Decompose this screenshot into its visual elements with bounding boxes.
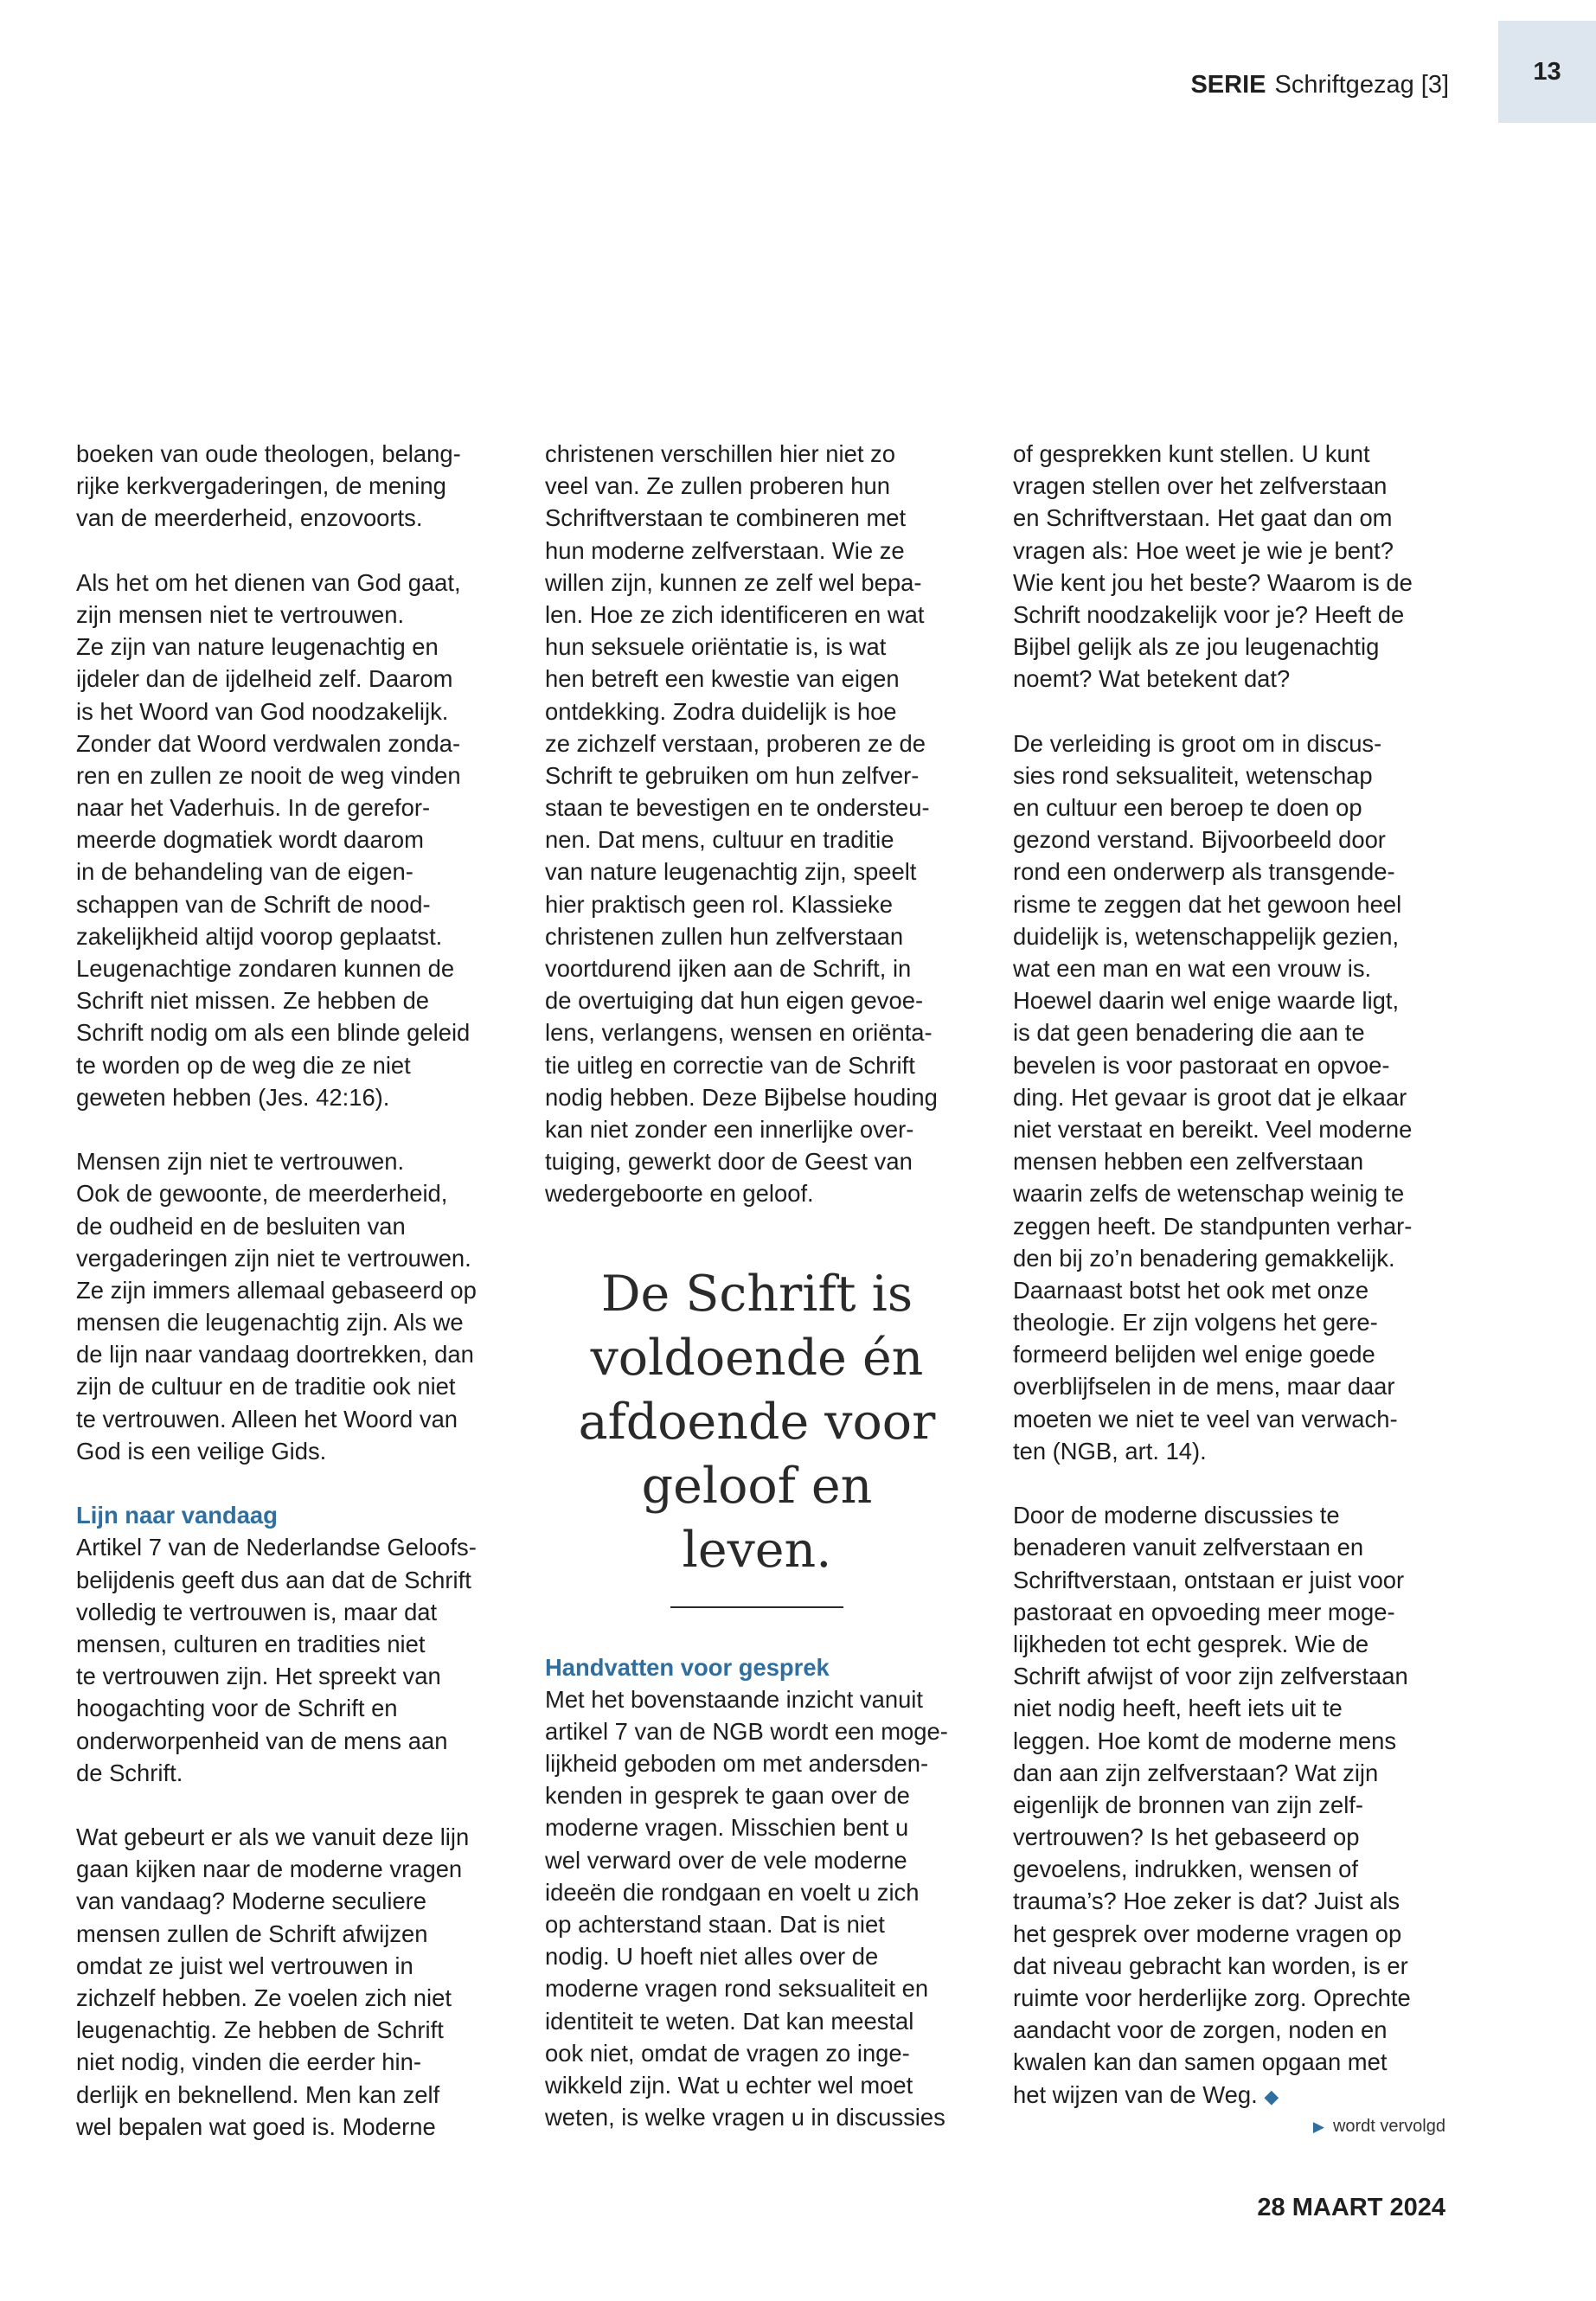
column-1-body xyxy=(76,438,526,1499)
pull-quote-line: geloof en xyxy=(641,1457,873,1515)
text-line: bevelen is voor pastoraat en opvoe- xyxy=(1013,1051,1390,1079)
column-3 xyxy=(1013,438,1445,2111)
text-line: onderworpenheid van de mens aan xyxy=(76,1727,448,1754)
text-line: wat een man en wat een vrouw is. xyxy=(1013,955,1372,982)
text-line: ding. Het gevaar is groot dat je elkaar xyxy=(1013,1083,1407,1111)
text-line: Artikel 7 van de Nederlandse Geloofs- xyxy=(76,1534,477,1561)
text-line: gaan kijken naar de moderne vragen xyxy=(76,1856,463,1883)
text-line: Schrift nodig om als een blinde geleid xyxy=(76,1019,471,1047)
text-line: mensen hebben een zelfverstaan xyxy=(1013,1148,1364,1176)
text-line: den bij zo’n benadering gemakkelijk. xyxy=(1013,1244,1395,1272)
series-title: Schriftgezag [3] xyxy=(1274,71,1449,99)
text-line: te vertrouwen zijn. Het spreekt van xyxy=(76,1663,441,1690)
text-line: wedergeboorte en geloof. xyxy=(545,1180,814,1208)
text-line: belijdenis geeft dus aan dat de Schrift xyxy=(76,1566,471,1593)
text-line: en cultuur een beroep te doen op xyxy=(1013,794,1362,822)
text-line: Wat gebeurt er als we vanuit deze lijn xyxy=(76,1823,470,1851)
text-line: identiteit te weten. Dat kan meestal xyxy=(545,2007,914,2035)
text-line: God is een veilige Gids. xyxy=(76,1437,327,1465)
text-line: de Schrift. xyxy=(76,1759,183,1786)
text-line: christenen verschillen hier niet zo xyxy=(545,440,895,467)
text-line: noemt? Wat betekent dat? xyxy=(1013,665,1291,693)
text-line: schappen van de Schrift de nood- xyxy=(76,890,431,918)
text-line: Wie kent jou het beste? Waarom is de xyxy=(1013,568,1413,596)
text-line: Zonder dat Woord verdwalen zonda- xyxy=(76,729,461,757)
text-line: lijkheden tot echt gesprek. Wie de xyxy=(1013,1630,1369,1657)
text-line: hun seksuele oriëntatie is, is wat xyxy=(545,633,887,661)
column-2-body xyxy=(545,438,995,1210)
issue-date: 28 MAART 2024 xyxy=(1257,2194,1445,2221)
text-line: vragen stellen over het zelfverstaan xyxy=(1013,472,1388,500)
pull-quote xyxy=(545,1262,969,1582)
text-line: tie uitleg en correctie van de Schrift xyxy=(545,1051,915,1079)
column-1 xyxy=(76,438,526,2143)
column-2-body-continued xyxy=(545,1683,995,2134)
text-line: Schrift te gebruiken om hun zelfver- xyxy=(545,761,920,789)
text-line: zeggen heeft. De standpunten verhar- xyxy=(1013,1212,1413,1240)
text-line: overblijfselen in de mens, maar daar xyxy=(1013,1373,1395,1400)
text-line: Mensen zijn niet te vertrouwen. xyxy=(76,1148,405,1176)
column-3-body xyxy=(1013,438,1445,2079)
text-line: mensen die leugenachtig zijn. Als we xyxy=(76,1309,464,1336)
text-line: volledig te vertrouwen is, maar dat xyxy=(76,1598,438,1625)
text-line: formeerd belijden wel enige goede xyxy=(1013,1341,1375,1368)
text-line: meerde dogmatiek wordt daarom xyxy=(76,826,424,854)
text-line: moderne vragen rond seksualiteit en xyxy=(545,1975,929,2003)
text-line: Leugenachtige zondaren kunnen de xyxy=(76,955,455,982)
text-line: Schrift noodzakelijk voor je? Heeft de xyxy=(1013,600,1405,628)
subheading-handvatten: Handvatten voor gesprek xyxy=(545,1653,830,1681)
text-line: Hoewel daarin wel enige waarde ligt, xyxy=(1013,987,1400,1015)
paragraph-gap xyxy=(76,535,526,567)
text-line: nodig. U hoeft niet alles over de xyxy=(545,1943,879,1971)
page-number: 13 xyxy=(1533,57,1561,86)
text-line: Schrift afwijst of voor zijn zelfverstaan xyxy=(1013,1663,1408,1690)
text-line: gezond verstand. Bijvoorbeeld door xyxy=(1013,826,1386,854)
text-line: de overtuiging dat hun eigen gevoe- xyxy=(545,987,924,1015)
text-line: Schriftverstaan, ontstaan er juist voor xyxy=(1013,1566,1405,1593)
text-line: Met het bovenstaande inzicht vanuit xyxy=(545,1685,924,1713)
paragraph-gap xyxy=(1013,1467,1445,1499)
text-line: zijn de cultuur en de traditie ook niet xyxy=(76,1373,456,1400)
text-line: dat niveau gebracht kan worden, is er xyxy=(1013,1952,1408,1979)
text-line: Als het om het dienen van God gaat, xyxy=(76,568,461,596)
paragraph-gap xyxy=(76,1789,526,1821)
paragraph-gap xyxy=(1013,695,1445,727)
text-line: benaderen vanuit zelfverstaan en xyxy=(1013,1534,1364,1561)
text-line: wel verward over de vele moderne xyxy=(545,1846,907,1874)
text-line: Ze zijn van nature leugenachtig en xyxy=(76,633,439,661)
text-line: len. Hoe ze zich identificeren en wat xyxy=(545,600,925,628)
text-line: en Schriftverstaan. Het gaat dan om xyxy=(1013,504,1393,532)
text-line: willen zijn, kunnen ze zelf wel bepa- xyxy=(545,568,922,596)
text-line: rijke kerkvergaderingen, de mening xyxy=(76,472,446,500)
text-line: geweten hebben (Jes. 42:16). xyxy=(76,1083,390,1111)
text-line: Door de moderne discussies te xyxy=(1013,1502,1340,1529)
text-line: is dat geen benadering die aan te xyxy=(1013,1019,1365,1047)
text-line: lens, verlangens, wensen en oriënta- xyxy=(545,1019,933,1047)
text-line: pastoraat en opvoeding meer moge- xyxy=(1013,1598,1395,1625)
running-header xyxy=(1190,71,1449,99)
series-label: SERIE xyxy=(1190,71,1266,99)
text-line: ontdekking. Zodra duidelijk is hoe xyxy=(545,697,897,725)
text-line: trauma’s? Hoe zeker is dat? Juist als xyxy=(1013,1888,1401,1915)
pull-quote-divider xyxy=(670,1606,843,1608)
text-line: eigenlijk de bronnen van zijn zelf- xyxy=(1013,1791,1364,1818)
text-line: te worden op de weg die ze niet xyxy=(76,1051,411,1079)
text-line: van vandaag? Moderne seculiere xyxy=(76,1888,427,1915)
play-arrow-icon: ▶ xyxy=(1312,2118,1324,2135)
text-line: vragen als: Hoe weet je wie je bent? xyxy=(1013,536,1394,564)
text-line: staan te bevestigen en te ondersteu- xyxy=(545,794,930,822)
text-line: of gesprekken kunt stellen. U kunt xyxy=(1013,440,1370,467)
text-line: is het Woord van God noodzakelijk. xyxy=(76,697,449,725)
text-line: ook niet, omdat de vragen zo inge- xyxy=(545,2039,910,2067)
column-1-body-continued xyxy=(76,1531,526,2143)
text-line: christenen zullen hun zelfverstaan xyxy=(545,922,904,950)
text-line: veel van. Ze zullen proberen hun xyxy=(545,472,890,500)
text-line: hier praktisch geen rol. Klassieke xyxy=(545,890,893,918)
text-line: hen betreft een kwestie van eigen xyxy=(545,665,900,693)
paragraph-gap xyxy=(76,1113,526,1145)
text-line: het gesprek over moderne vragen op xyxy=(1013,1920,1402,1947)
text-line: Schriftverstaan te combineren met xyxy=(545,504,907,532)
text-line: gevoelens, indrukken, wensen of xyxy=(1013,1856,1358,1883)
text-line: tuiging, gewerkt door de Geest van xyxy=(545,1148,913,1176)
text-line: derlijk en beknellend. Men kan zelf xyxy=(76,2080,440,2108)
text-line: nodig hebben. Deze Bijbelse houding xyxy=(545,1083,938,1111)
pull-quote-line: leven. xyxy=(682,1521,832,1579)
text-line: De verleiding is groot om in discus- xyxy=(1013,729,1382,757)
text-line: de oudheid en de besluiten van xyxy=(76,1212,406,1240)
text-line: mensen zullen de Schrift afwijzen xyxy=(76,1920,428,1947)
page-number-box xyxy=(1498,21,1596,123)
text-line: kwalen kan dan samen opgaan met xyxy=(1013,2048,1388,2076)
text-line: risme te zeggen dat het gewoon heel xyxy=(1013,890,1402,918)
text-line: theologie. Er zijn volgens het gere- xyxy=(1013,1309,1378,1336)
text-line: artikel 7 van de NGB wordt een moge- xyxy=(545,1717,948,1745)
text-line: van de meerderheid, enzovoorts. xyxy=(76,504,423,532)
text-line: voortdurend ijken aan de Schrift, in xyxy=(545,955,912,982)
text-line: ruimte voor herderlijke zorg. Oprechte xyxy=(1013,1984,1411,2011)
text-line: moderne vragen. Misschien bent u xyxy=(545,1814,909,1842)
text-line: dan aan zijn zelfverstaan? Wat zijn xyxy=(1013,1759,1379,1786)
text-line: niet nodig, vinden die eerder hin- xyxy=(76,2048,421,2076)
text-line: duidelijk is, wetenschappelijk gezien, xyxy=(1013,922,1400,950)
continued-note xyxy=(1313,2117,1445,2137)
text-line: naar het Vaderhuis. In de gerefor- xyxy=(76,794,431,822)
pull-quote-line: afdoende voor xyxy=(578,1393,936,1451)
text-line: Schrift niet missen. Ze hebben de xyxy=(76,987,430,1015)
text-line: wikkeld zijn. Wat u echter wel moet xyxy=(545,2071,913,2099)
text-line: hun moderne zelfverstaan. Wie ze xyxy=(545,536,905,564)
text-line: kenden in gesprek te gaan over de xyxy=(545,1782,910,1810)
text-line: niet nodig heeft, heeft iets uit te xyxy=(1013,1695,1343,1722)
text-line: ideeën die rondgaan en voelt u zich xyxy=(545,1878,920,1906)
text-line: ze zichzelf verstaan, proberen ze de xyxy=(545,729,926,757)
text-line: van nature leugenachtig zijn, speelt xyxy=(545,858,917,886)
text-line: boeken van oude theologen, belang- xyxy=(76,440,461,467)
end-mark-icon: ◆ xyxy=(1264,2085,1279,2107)
text-line: kan niet zonder een innerlijke over- xyxy=(545,1115,914,1143)
text-line: zakelijkheid altijd voorop geplaatst. xyxy=(76,922,443,950)
pull-quote-line: voldoende én xyxy=(590,1329,924,1387)
text-line: Bijbel gelijk als ze jou leugenachtig xyxy=(1013,633,1380,661)
pull-quote-line: De Schrift is xyxy=(600,1265,913,1323)
text-line: moeten we niet te veel van verwach- xyxy=(1013,1405,1398,1433)
text-line: Daarnaast botst het ook met onze xyxy=(1013,1276,1369,1304)
text-line: mensen, culturen en tradities niet xyxy=(76,1630,426,1657)
text-line: wel bepalen wat goed is. Moderne xyxy=(76,2112,436,2140)
paragraph-gap xyxy=(76,1467,526,1499)
text-line: sies rond seksualiteit, wetenschap xyxy=(1013,761,1373,789)
text-line: in de behandeling van de eigen- xyxy=(76,858,413,886)
text-line: vergaderingen zijn niet te vertrouwen. xyxy=(76,1244,471,1272)
text-line: zichzelf hebben. Ze voelen zich niet xyxy=(76,1984,452,2011)
text-line: nen. Dat mens, cultuur en traditie xyxy=(545,826,894,854)
text-line: lijkheid geboden om met andersden- xyxy=(545,1750,929,1778)
text-line: weten, is welke vragen u in discussies xyxy=(545,2104,945,2131)
text-line: omdat ze juist wel vertrouwen in xyxy=(76,1952,413,1979)
text-line: ten (NGB, art. 14). xyxy=(1013,1437,1207,1465)
text-line: niet verstaat en bereikt. Veel moderne xyxy=(1013,1115,1413,1143)
text-line: vertrouwen? Is het gebaseerd op xyxy=(1013,1823,1360,1851)
text-line: Ze zijn immers allemaal gebaseerd op xyxy=(76,1276,477,1304)
subheading-lijn-naar-vandaag: Lijn naar vandaag xyxy=(76,1502,278,1529)
text-line: ijdeler dan de ijdelheid zelf. Daarom xyxy=(76,665,453,693)
column-2 xyxy=(545,438,995,2133)
final-line xyxy=(1013,2079,1445,2111)
text-line: hoogachting voor de Schrift en xyxy=(76,1695,398,1722)
text-line: ren en zullen ze nooit de weg vinden xyxy=(76,761,461,789)
text-line: zijn mensen niet te vertrouwen. xyxy=(76,600,405,628)
text-line: op achterstand staan. Dat is niet xyxy=(545,1911,885,1938)
text-line: waarin zelfs de wetenschap weinig te xyxy=(1013,1180,1405,1208)
text-line: aandacht voor de zorgen, noden en xyxy=(1013,2016,1388,2044)
text-line: te vertrouwen. Alleen het Woord van xyxy=(76,1405,458,1433)
continued-text: wordt vervolgd xyxy=(1332,2117,1445,2136)
text-line: leggen. Hoe komt de moderne mens xyxy=(1013,1727,1397,1754)
text-line: leugenachtig. Ze hebben de Schrift xyxy=(76,2016,444,2044)
text-line: de lijn naar vandaag doortrekken, dan xyxy=(76,1341,474,1368)
text-line: rond een onderwerp als transgende- xyxy=(1013,858,1395,886)
text-line: Ook de gewoonte, de meerderheid, xyxy=(76,1180,448,1208)
final-line-text: het wijzen van de Weg. xyxy=(1013,2080,1258,2108)
